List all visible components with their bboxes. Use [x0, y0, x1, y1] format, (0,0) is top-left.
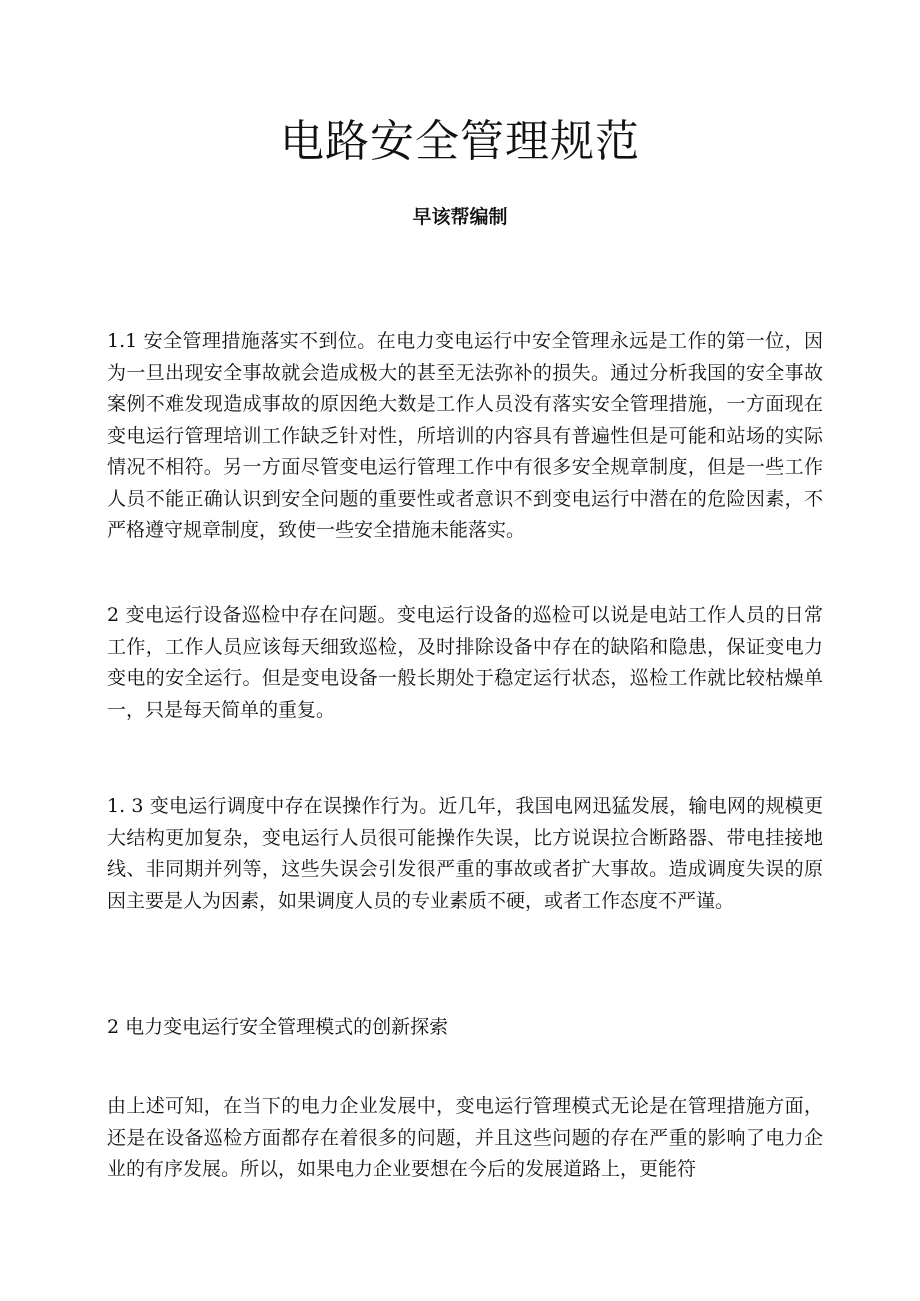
- section-heading: 2 电力变电运行安全管理模式的创新探索: [107, 1016, 449, 1038]
- paragraph-1-3: 1. 3 变电运行调度中存在误操作行为。近几年，我国电网迅猛发展，输电网的规模更大结构更加复杂，变电运行人员很可能操作失误，比方说误拉合断路器、带电挂接地线、非同期并列等，这些失误会引发很严重的事故或者扩大事故。造成调度失误的原因主要是人为因素，如果调度人员的专业素质不硬，或者工作态度不严谨。: [107, 795, 823, 912]
- paragraph-intro: 由上述可知，在当下的电力企业发展中，变电运行管理模式无论是在管理措施方面，还是在设备巡检方面都存在着很多的问题，并且这些问题的存在严重的影响了电力企业的有序发展。所以，如果电力企业要想在今后的发展道路上，更能符: [107, 1095, 823, 1180]
- page-title: 电路安全管理规范: [280, 116, 640, 167]
- paragraph-2: 2 变电运行设备巡检中存在问题。变电运行设备的巡检可以说是电站工作人员的日常工作，工作人员应该每天细致巡检，及时排除设备中存在的缺陷和隐患，保证变电力变电的安全运行。但是变电设备一般长期处于稳定运行状态，巡检工作就比较枯燥单一，只是每天简单的重复。: [107, 604, 823, 721]
- paragraph-1-1: 1.1 安全管理措施落实不到位。在电力变电运行中安全管理永远是工作的第一位，因为一旦出现安全事故就会造成极大的甚至无法弥补的损失。通过分析我国的安全事故案例不难发现造成事故的原因绝大数是工作人员没有落实安全管理措施，一方面现在变电运行管理培训工作缺乏针对性，所培训的内容具有普遍性但是可能和站场的实际情况不相符。另一方面尽管变电运行管理工作中有很多安全规章制度，但是一些工作人员不能正确认识到安全问题的重要性或者意识不到变电运行中潜在的危险因素，不严格遵守规章制度，致使一些安全措施未能落实。: [107, 330, 823, 541]
- author-line: 早该帮编制: [412, 206, 508, 228]
